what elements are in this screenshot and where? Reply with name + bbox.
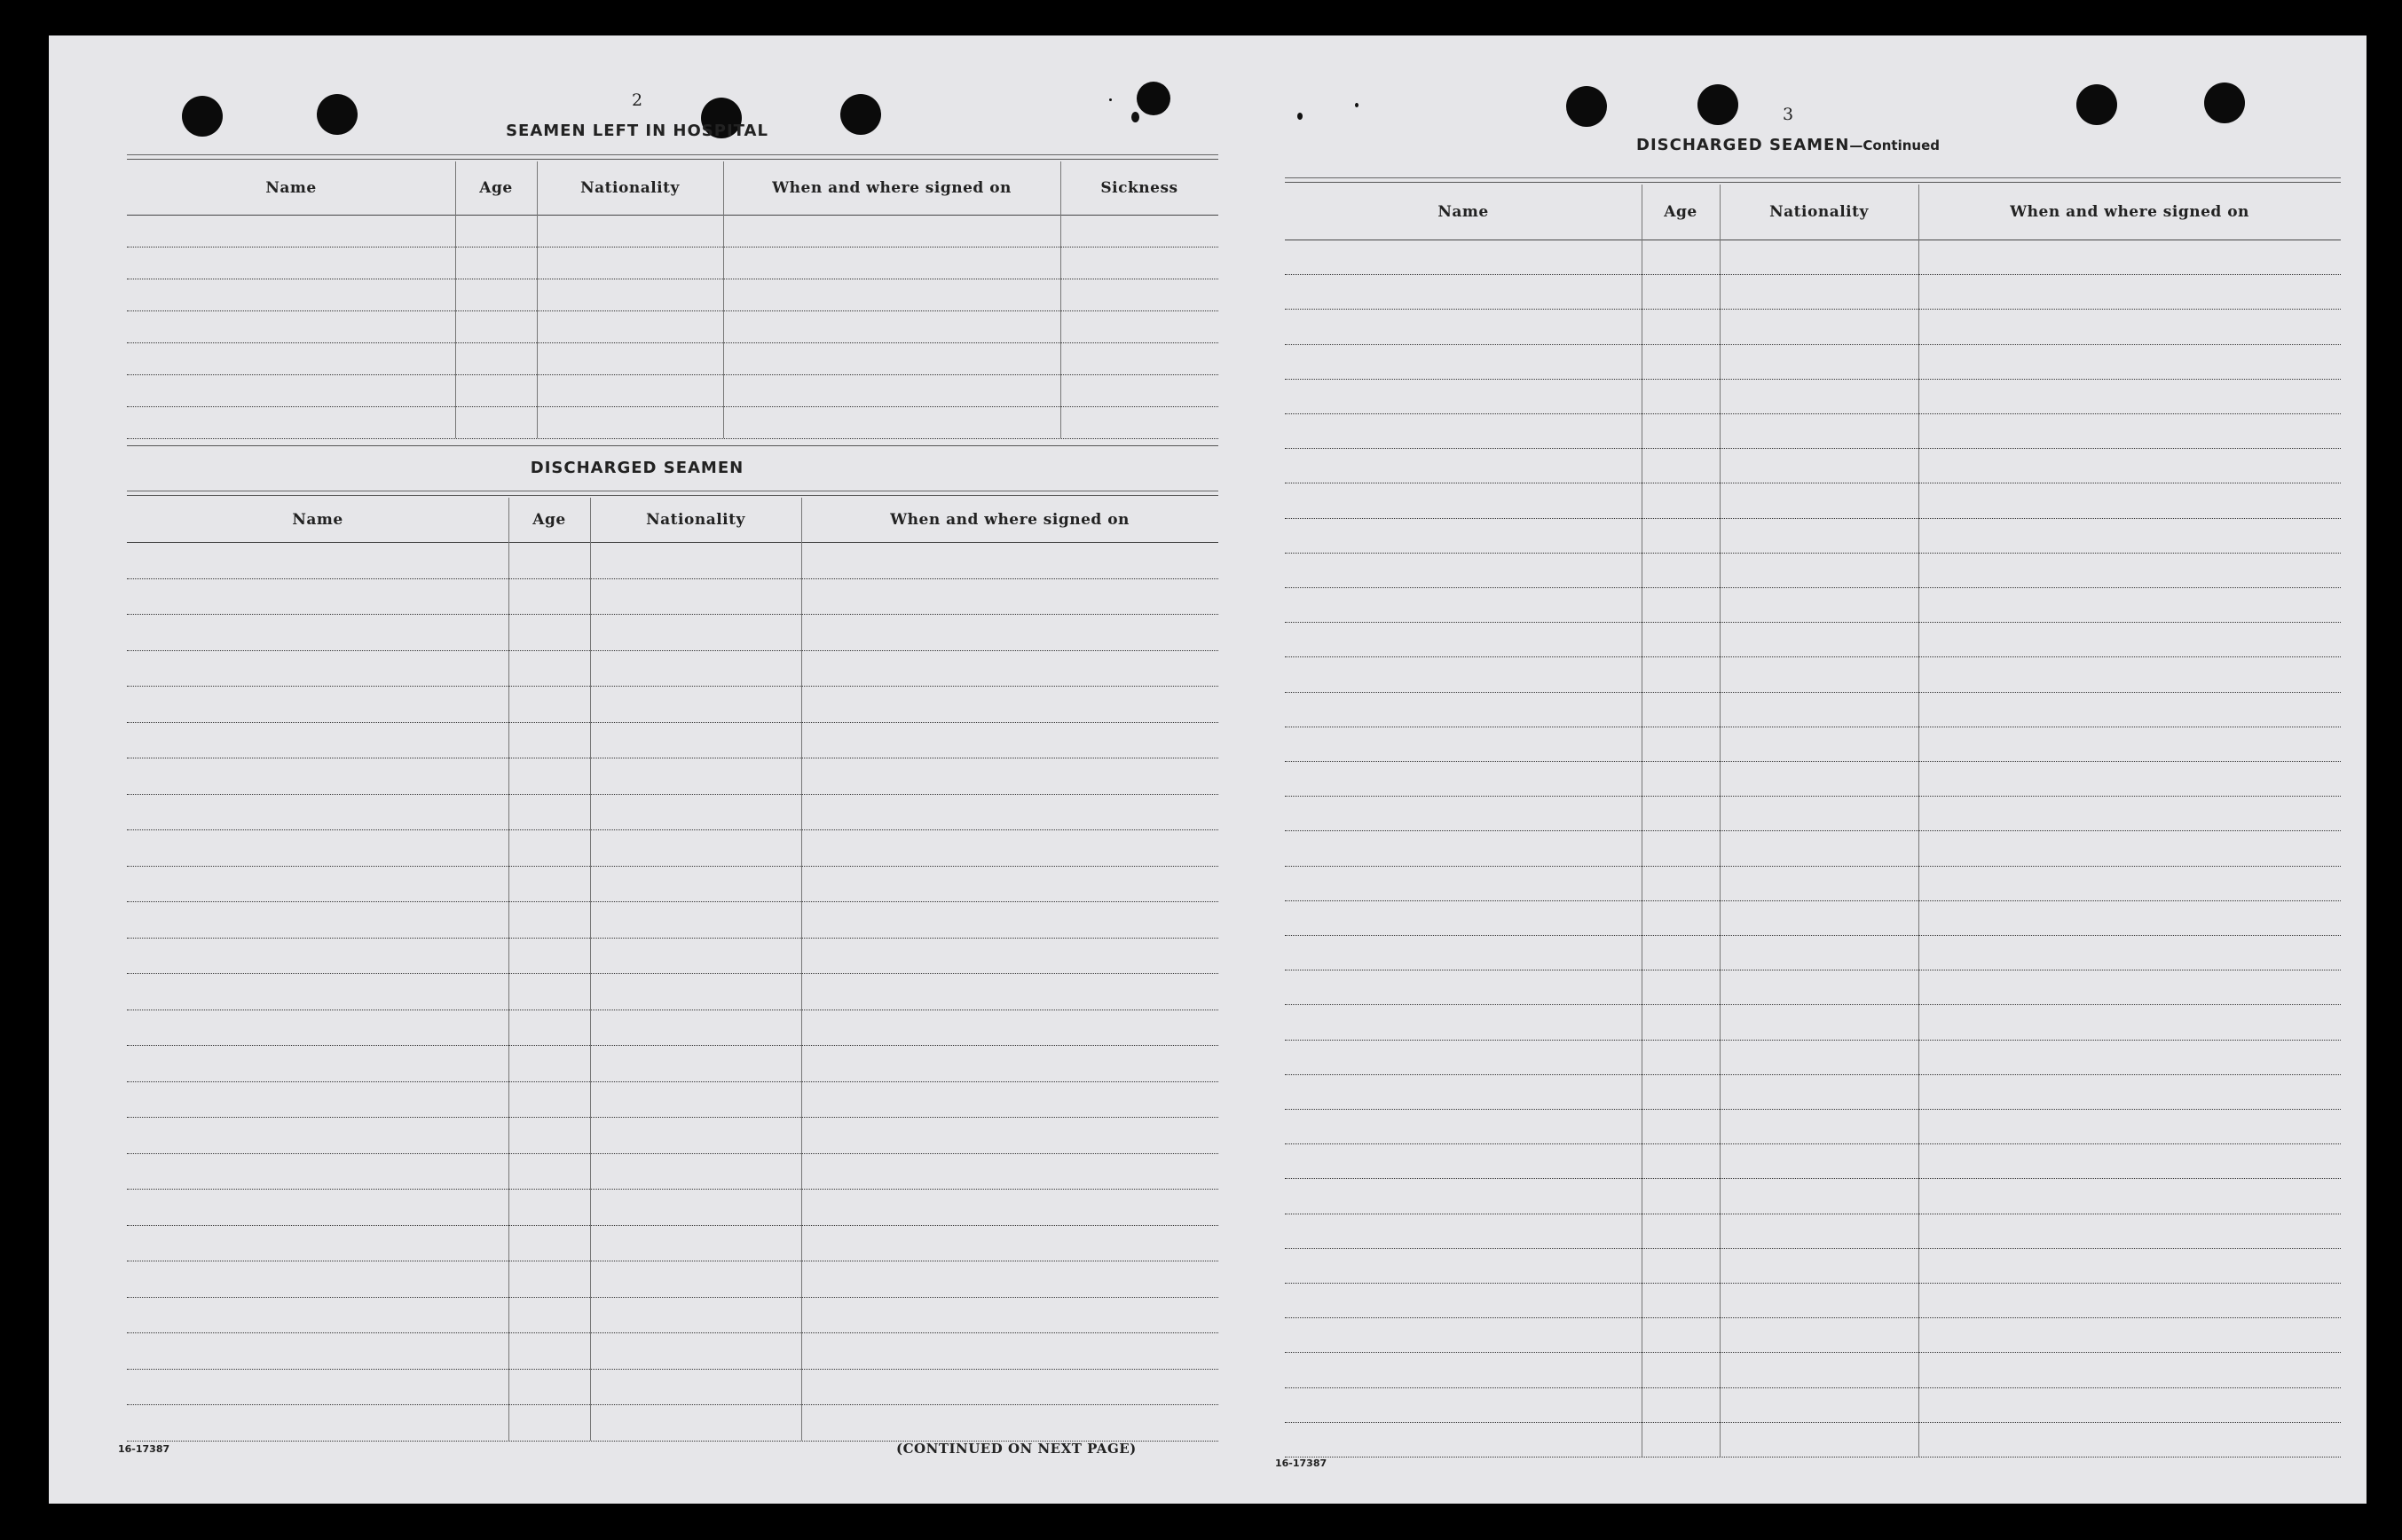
discharged-table xyxy=(127,498,1218,1438)
table-row xyxy=(127,973,1218,974)
column-header: Age xyxy=(1664,203,1697,221)
table-row xyxy=(127,829,1218,830)
table-row xyxy=(1285,935,2341,936)
column-header: Name xyxy=(265,179,317,197)
table-row xyxy=(1285,344,2341,345)
title-text: DISCHARGED SEAMEN xyxy=(1636,136,1850,154)
table-row xyxy=(1285,866,2341,867)
table-row xyxy=(1285,622,2341,623)
table-row xyxy=(127,686,1218,687)
hospital-table xyxy=(127,161,1218,438)
table-row xyxy=(1285,413,2341,414)
table-row xyxy=(127,938,1218,939)
page-number: 2 xyxy=(631,90,643,110)
column-header: Age xyxy=(479,179,513,197)
table-row xyxy=(1285,796,2341,797)
table-row xyxy=(127,438,1218,439)
table-row xyxy=(1285,1178,2341,1179)
table-row xyxy=(127,1297,1218,1298)
column-header: Age xyxy=(532,511,566,529)
column-divider xyxy=(590,498,591,1441)
table-row xyxy=(1285,1074,2341,1075)
table-row xyxy=(127,1081,1218,1082)
table-row xyxy=(1285,1352,2341,1353)
table-row xyxy=(1285,1143,2341,1144)
title-rule xyxy=(1285,182,2341,183)
table-row xyxy=(1285,274,2341,275)
table-row xyxy=(1285,900,2341,901)
table-row xyxy=(1285,1387,2341,1388)
column-divider xyxy=(1720,185,1721,1457)
column-header: Nationality xyxy=(646,511,745,529)
table-row xyxy=(127,1332,1218,1333)
table-row xyxy=(1285,1040,2341,1041)
form-number: 16-17387 xyxy=(1275,1458,1327,1469)
column-header: Nationality xyxy=(580,179,680,197)
column-header: When and where signed on xyxy=(2010,203,2249,221)
table-row xyxy=(127,1369,1218,1370)
table-row xyxy=(127,406,1218,407)
title-rule xyxy=(127,495,1218,496)
punch-hole xyxy=(1566,86,1607,127)
table-row xyxy=(1285,692,2341,693)
column-divider xyxy=(801,498,802,1441)
table-row xyxy=(1285,656,2341,657)
table-row xyxy=(127,650,1218,651)
punch-hole xyxy=(317,94,358,135)
table-header xyxy=(127,498,1218,543)
column-header: When and where signed on xyxy=(772,179,1012,197)
column-divider xyxy=(1918,185,1919,1457)
table-row xyxy=(1285,587,2341,588)
table-row xyxy=(127,1404,1218,1405)
punch-hole xyxy=(1697,84,1738,125)
table-row xyxy=(1285,1109,2341,1110)
table-row xyxy=(127,310,1218,311)
table-row xyxy=(127,374,1218,375)
table-row xyxy=(1285,379,2341,380)
table-row xyxy=(127,901,1218,902)
ink-speck xyxy=(1109,98,1112,101)
hospital-section-title: SEAMEN LEFT IN HOSPITAL xyxy=(506,122,768,140)
discharged-continued-title xyxy=(1636,136,1940,154)
punch-hole xyxy=(2076,84,2117,125)
table-header xyxy=(127,161,1218,216)
table-row xyxy=(127,1189,1218,1190)
table-row xyxy=(127,722,1218,723)
column-header: Name xyxy=(1437,203,1489,221)
discharged-section-title: DISCHARGED SEAMEN xyxy=(530,459,744,477)
table-row xyxy=(1285,448,2341,449)
form-number: 16-17387 xyxy=(118,1443,170,1455)
continued-note: (CONTINUED ON NEXT PAGE) xyxy=(896,1441,1137,1457)
table-row xyxy=(1285,1317,2341,1318)
table-row xyxy=(1285,1004,2341,1005)
punch-hole xyxy=(2204,82,2245,123)
column-header: Nationality xyxy=(1769,203,1869,221)
table-row xyxy=(1285,830,2341,831)
ink-speck xyxy=(1297,113,1303,120)
table-row xyxy=(1285,553,2341,554)
table-row xyxy=(1285,1422,2341,1423)
table-row xyxy=(127,1153,1218,1154)
table-row xyxy=(127,578,1218,579)
discharged-continued-table xyxy=(1285,185,2341,1444)
column-divider xyxy=(723,161,724,438)
table-row xyxy=(127,866,1218,867)
column-header: When and where signed on xyxy=(890,511,1130,529)
punch-hole xyxy=(840,94,881,135)
table-row xyxy=(127,247,1218,248)
punch-hole xyxy=(182,96,223,137)
table-row xyxy=(1285,1248,2341,1249)
column-divider xyxy=(508,498,509,1441)
column-header: Sickness xyxy=(1100,179,1178,197)
table-row xyxy=(1285,518,2341,519)
table-row xyxy=(127,1225,1218,1226)
title-rule xyxy=(127,154,1218,155)
title-rule xyxy=(127,159,1218,160)
form-sheet xyxy=(49,35,2367,1504)
section-rule xyxy=(127,445,1218,446)
table-row xyxy=(127,794,1218,795)
table-row xyxy=(127,342,1218,343)
title-suffix: —Continued xyxy=(1849,138,1940,153)
table-row xyxy=(1285,761,2341,762)
title-rule xyxy=(1285,177,2341,178)
column-divider xyxy=(537,161,538,438)
table-row xyxy=(127,1045,1218,1046)
page-number: 3 xyxy=(1782,105,1794,124)
table-row xyxy=(1285,309,2341,310)
ink-speck xyxy=(1355,103,1359,107)
ink-speck xyxy=(1131,112,1139,122)
table-row xyxy=(1285,1283,2341,1284)
table-row xyxy=(1285,1457,2341,1458)
table-header xyxy=(1285,185,2341,240)
column-divider xyxy=(1060,161,1061,438)
column-divider xyxy=(455,161,456,438)
table-row xyxy=(127,1117,1218,1118)
column-header: Name xyxy=(292,511,343,529)
punch-hole xyxy=(1137,82,1170,115)
table-row xyxy=(127,614,1218,615)
